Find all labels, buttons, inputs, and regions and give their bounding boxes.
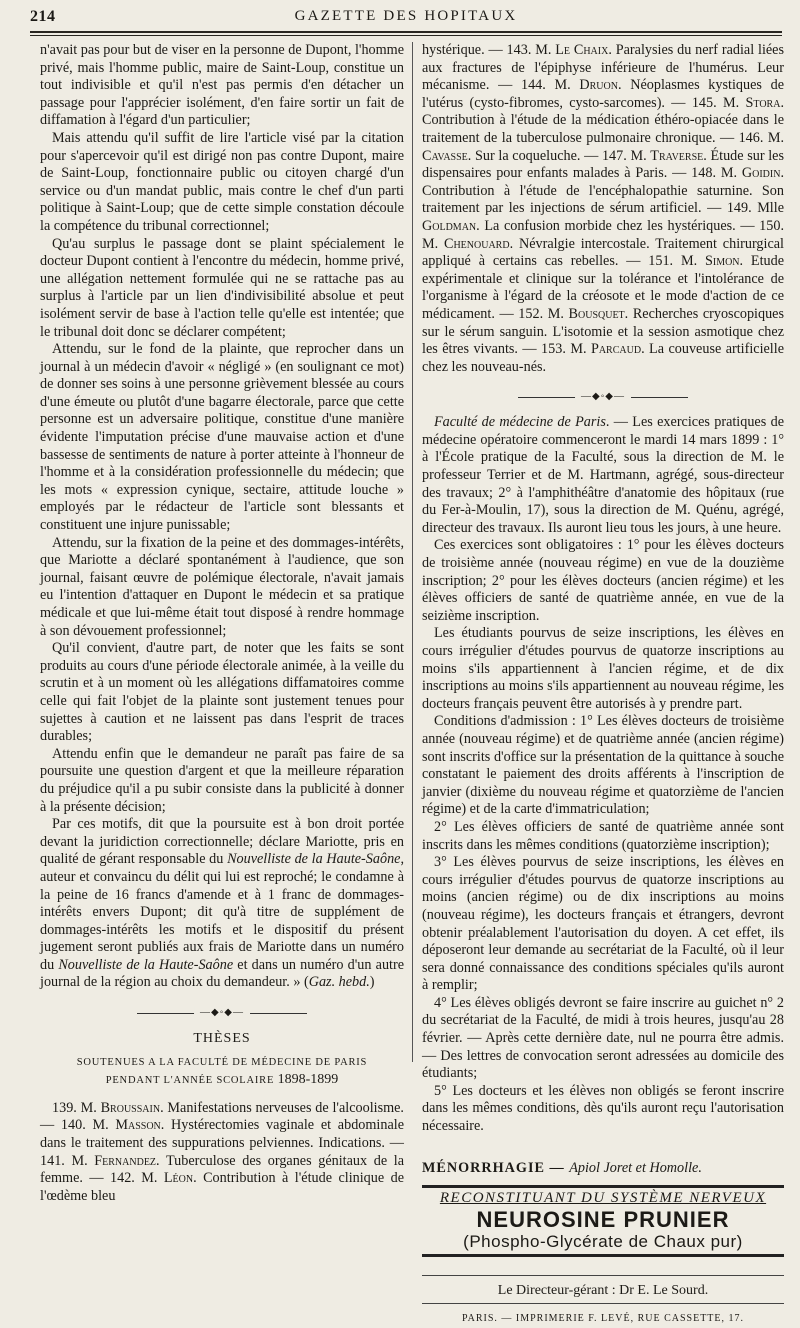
ad-product-description: (Phospho-Glycérate de Chaux pur) xyxy=(463,1231,743,1251)
paragraph: Ces exercices sont obligatoires : 1° pour les élèves docteurs de troisième année (nouveau régime) en vue de la douzième inscription; 2° pour les élèves docteurs (ancien régime) et les élèves officiers de santé de quatrième année, en vue de la seizième inscription. xyxy=(422,537,784,624)
paragraph: 5° Les docteurs et les élèves non obligés se feront inscrire dans les mêmes conditions, dès qu'ils auront reçu l'autorisation nécessaire. xyxy=(422,1082,784,1135)
journal-title: Nouvelliste de la Haute-Saône xyxy=(58,956,234,973)
menorrhagie-notice xyxy=(422,1160,784,1178)
notice-text: Apiol Joret et Homolle. xyxy=(569,1159,702,1176)
author-name: Simon xyxy=(704,253,740,270)
text: . Paralysies du nerf radial liées aux fractures de l'épiphyse inférieure de l'humérus. Leur mécanisme. — 144. M. xyxy=(422,42,785,94)
paragraph: n'avait pas pour but de viser en la personne de Dupont, l'homme privé, mais l'homme public, maire de Saint-Loup, constitue un tout indivisible et qu'il n'est pas permis d'en détacher un passage pour l'apprécier isolément, d'en faire sortir un fait de diffamation à l'égard d'un particulier; xyxy=(40,42,404,129)
notice-heading: Faculté de médecine de Paris xyxy=(434,414,606,431)
journal-title: Nouvelliste de la Haute-Saône xyxy=(227,851,401,868)
author-name: Léon xyxy=(163,1170,194,1187)
text: . Contribution à l'étude de l'encéphalopathie saturnine. Son traitement par les injections de sérum artificiel. — 149. Mlle xyxy=(422,165,784,217)
theses-subheading: SOUTENUES A LA FACULTÉ DE MÉDECINE DE PARIS xyxy=(76,1056,368,1068)
page-number: 214 xyxy=(30,8,56,25)
ad-tagline: RECONSTITUANT DU SYSTÈME NERVEUX xyxy=(439,1190,767,1207)
director-credit: Le Directeur-gérant : Dr E. Le Sourd. xyxy=(422,1275,784,1300)
paragraph: Attendu, sur la fixation de la peine et des dommages-intérêts, que Mariotte a déclaré spontanément à l'audience, que son journal, faisant œuvre de polémique électorale, n'avait jamais eu l'intention d'attaquer en Dupont le médecin et sa pratique médicale et que lui-même était tout disposé à rendre hommage à son dévouement professionnel; xyxy=(40,534,404,639)
author-name: Bousquet xyxy=(568,305,625,322)
author-name: Stora xyxy=(745,94,781,111)
paragraph: Qu'il convient, d'autre part, de noter que les faits se sont produits au cours d'une période électorale animée, à la veille du scrutin et à un moment où les allégations diffamatoires comme celle qui fait l'objet de la plainte sont justement tenues pour sujettes à caution et ne laissent pas dans l'esprit de traces durables; xyxy=(40,640,404,745)
text: , auteur et convaincu du délit qui lui est reproché; le condamne à la peine de 16 francs d'amende et à 1 franc de dommages-intérêts envers Dupont; dit qu'à titre de supplément de dommages-intérêts les motifs et le dispositif du présent jugement seront publiés aux frais de Mariotte dans un numéro du xyxy=(40,851,405,973)
page-header xyxy=(30,8,782,30)
paragraph: Qu'au surplus le passage dont se plaint spécialement le docteur Dupont contient à l'encontre du médecin, homme privé, une allégation nettement formulée qui ne se rattache pas au surplus à l'article par un lien d'indivisibilité absolue et peut isolément servir de base à l'action telle qu'elle est intentée; que le tribunal doit donc se déclarer compétent; xyxy=(40,235,404,340)
text: . Tuberculose des organes génitaux de la femme. — 142. M. xyxy=(40,1152,405,1187)
column-divider xyxy=(412,42,413,1062)
text: . La couveuse artificielle chez les nouveau-nés. xyxy=(422,341,784,375)
paragraph: 4° Les élèves obligés devront se faire inscrire au guichet n° 2 du secrétariat de la Faculté, de midi à trois heures, jusqu'au 28 février. — Après cette dernière date, nul ne pourra être admis. — Des lettres de convocation seront adressées au domicile des étudiants; xyxy=(422,994,784,1082)
author-name: Parcaud xyxy=(590,341,642,358)
right-column xyxy=(422,42,784,1328)
author-name: Le Chaix xyxy=(555,42,609,58)
section-ornament xyxy=(422,390,784,404)
text: . Manifestations nerveuses de l'alcoolisme. — 140. M. xyxy=(40,1099,404,1134)
paragraph: 2° Les élèves officiers de santé de quatrième année sont inscrits dans les mêmes conditions (quatorzième inscription); xyxy=(422,818,784,853)
ornament-glyph: —◆◦◆— xyxy=(575,390,631,404)
running-title: GAZETTE DES HOPITAUX xyxy=(294,8,518,24)
text: . Sur la coqueluche. — 147. M. xyxy=(467,147,651,164)
text: . La confusion morbide chez les hystériques. — 150. M. xyxy=(422,217,784,252)
header-rule-thin xyxy=(30,35,782,36)
author-name: Cavasse xyxy=(422,147,468,164)
text: . — Les exercices pratiques de médecine opératoire commenceront le mardi 14 mars 1899 : 1° à l'École pratique de la Faculté, sous la direction de M. le professeur Terrier et de M. Hartmann, agrégé, sous-directeur des travaux; 2° à l'amphithéâtre d'anatomie des hôpitaux (rue du Fer-à-Moulin, 17), sous la direction de M. Quénu, agrégé, directeur des travaux. Ils auront lieu tous les jours, à une heure. xyxy=(422,414,784,536)
paragraph: Attendu, sur le fond de la plainte, que reprocher dans un journal à un médecin d'avoir « négligé » (en soulignant ce mot) de donner ses soins à une personne grièvement blessée au cours d'une émeute ou plutôt d'une bagarre électorale, parce que cette personne est un adversaire politique, constitue d'une manière évidente l'imputation précise d'une mauvaise action et d'une bassesse de sentiments de nature à porter atteinte à l'honneur de l'homme et à la considération professionnelle du médecin; que les mots « expression cynique, sectaire, attitude louche » employés par le rédacteur de l'article sont blessants et constituent une injure punissable; xyxy=(40,341,404,534)
author-name: Goidin xyxy=(741,165,781,182)
text: . Etude expérimentale et clinique sur la tolérance et l'intolérance de l'organisme à l'égard de la créosote et le mode d'action de ce médicament. — 152. M. xyxy=(422,253,785,322)
text: 139. M. xyxy=(52,1099,101,1116)
text: . Hystérectomies vaginale et abdominale dans le traitement des suppurations pelviennes. Indications. — 141. M. xyxy=(40,1117,404,1169)
text: ) xyxy=(369,974,375,991)
author-name: Fernandez xyxy=(94,1152,157,1169)
theses-heading: THÈSES xyxy=(193,1031,251,1047)
text: Par ces motifs, dit que la poursuite est à bon droit portée devant la juridiction correctionnelle; déclare Mariotte, pris en qualité de gérant responsable du xyxy=(40,816,404,868)
ad-product-name: NEUROSINE PRUNIER xyxy=(476,1206,730,1232)
text: . Néoplasmes kystiques de l'utérus (cysto-fibromes, cysto-sarcomes). — 145. M. xyxy=(422,77,784,111)
text: . Recherches cryoscopiques sur le sérum sanguin. L'isotomie et la session asmotique chez les êtres vivants. — 153. M. xyxy=(422,305,784,358)
left-column xyxy=(40,42,404,1205)
paragraph: Conditions d'admission : 1° Les élèves docteurs de troisième année (nouveau régime) et de quatrième année (ancien régime) sont inscrits d'office sur la présentation de la quittance à souche constatant le paiement des droits afférents à l'inscription de janvier (dixième du nouveau régime et quatorzième de l'ancien régime) et de la carte d'immatriculation; xyxy=(422,713,784,818)
paragraph: Mais attendu qu'il suffit de lire l'article visé par la citation pour s'apercevoir qu'il est dirigé non pas contre Dupont, maire de Saint-Loup, fonctionnaire public ou citoyen chargé d'un service ou d'un mandat public, mais contre le chef d'un parti politique à Saint-Loup; que de cette simple constation découle la compétence du tribunal correctionnel; xyxy=(40,129,404,234)
notice-title: MÉNORRHAGIE xyxy=(422,1159,545,1176)
author-name: Traverse xyxy=(650,147,704,164)
ornament-glyph: —◆◦◆— xyxy=(194,1006,250,1020)
theses-list xyxy=(40,1100,404,1206)
text: et dans un numéro d'un autre journal de la région au choix du demandeur. » ( xyxy=(40,956,404,991)
theses-subheading-year xyxy=(40,1071,404,1090)
advertisement xyxy=(422,1185,784,1261)
printer-imprint: PARIS. — IMPRIMERIE F. LEVÉ, RUE CASSETTE, 17. xyxy=(422,1303,784,1328)
paragraph-judgment xyxy=(40,816,404,992)
author-name: Masson xyxy=(115,1117,161,1134)
text: . Contribution à l'étude de la médication éthéro-opiacée dans le traitement de la tuberculose pulmonaire chronique. — 146. M. xyxy=(422,94,784,146)
text: . Étude sur les dispensaires pour enfants malades à Paris. — 148. M. xyxy=(422,147,784,182)
paragraph: 3° Les élèves pourvus de seize inscriptions, les élèves en cours irrégulier d'études pourvus de quatorze inscriptions au moins (ancien régime) ou de dix inscriptions au moins (nouveau régime), les docteurs français et étrangers, devront obtenir préalablement l'autorisation du doyen. A cet effet, ils déposeront leur demande au secrétariat de la Faculté, où il leur sera donné connaissance des conditions spéciales qu'ils auront à remplir; xyxy=(422,854,784,994)
author-name: Goldman xyxy=(422,217,477,234)
paragraph: Les étudiants pourvus de seize inscriptions, les élèves en cours irrégulier d'études pourvus de quatorze inscriptions au moins s'ils appartiennent à l'ancien régime, et de dix inscriptions au moins s'ils appartiennent au nouveau régime, les docteurs français peuvent être autorisés à y prendre part. xyxy=(422,625,784,712)
text: — xyxy=(544,1159,570,1176)
author-name: Chenouard xyxy=(444,235,510,252)
text: PENDANT L'ANNÉE SCOLAIRE xyxy=(105,1075,275,1087)
header-rule xyxy=(30,31,782,33)
author-name: Druon xyxy=(579,77,618,94)
school-year: 1898-1899 xyxy=(277,1072,339,1088)
theses-list-continued xyxy=(422,42,784,376)
text: . Contribution à l'étude clinique de l'œdème bleu xyxy=(40,1170,404,1204)
text: . Névralgie intercostale. Traitement chirurgical appliqué à certains cas rebelles. — 151. M. xyxy=(422,235,784,270)
text: hystérique. — 143. M. xyxy=(422,42,556,58)
section-ornament xyxy=(40,1006,404,1020)
faculty-notice xyxy=(422,414,784,537)
author-name: Broussain xyxy=(100,1099,161,1116)
paragraph: Attendu enfin que le demandeur ne paraît pas faire de sa poursuite une question d'argent et que la meilleure réparation du préjudice qu'il a pu subir consiste dans la publicité à donner à la présente décision; xyxy=(40,745,404,815)
source-citation: Gaz. hebd. xyxy=(308,974,370,991)
ad-rule xyxy=(422,1254,784,1257)
